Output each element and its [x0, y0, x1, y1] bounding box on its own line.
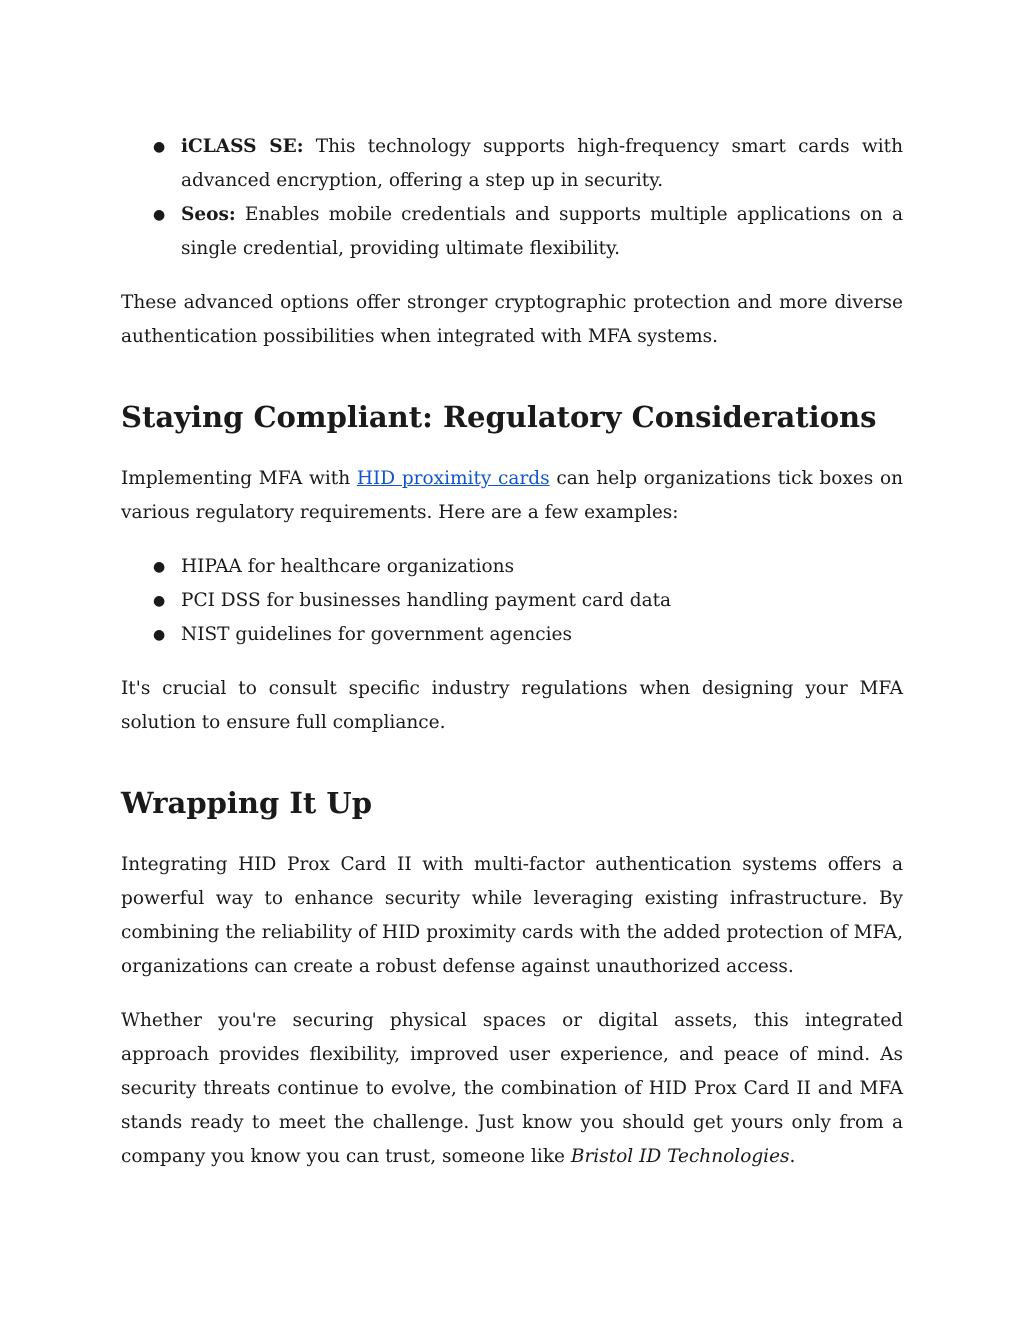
list-item-text: PCI DSS for businesses handling payment card data [181, 590, 672, 611]
list-item [121, 584, 903, 618]
section-heading: Wrapping It Up [121, 786, 372, 820]
paragraph [121, 1004, 903, 1174]
paragraph-text: Whether you're securing physical spaces or digital assets, this integrated approach provides flexibility, improved user experience, and peace of mind. As security threats continue to evolve, the combination of HID Prox Card II and MFA stands ready to meet the challenge. Just know you should get yours only from a company you know you can trust, someone like [121, 1010, 903, 1167]
list-item [121, 550, 903, 584]
list-item [121, 618, 903, 652]
bullet-icon: ● [153, 593, 166, 609]
list-item-term: Seos: [181, 204, 236, 225]
paragraph-text: Implementing MFA with [121, 468, 357, 489]
bullet-icon: ● [153, 627, 166, 643]
document-page [121, 128, 903, 1174]
company-name: Bristol ID Technologies [570, 1146, 790, 1167]
list-item-text: Enables mobile credentials and supports multiple applications on a single credential, providing ultimate flexibility. [181, 204, 903, 259]
bullet-icon: ● [153, 559, 166, 575]
bullet-icon: ● [153, 139, 166, 155]
list-item [121, 130, 903, 198]
list-item-text: This technology supports high-frequency smart cards with advanced encryption, offering a step up in security. [181, 136, 903, 191]
paragraph: Integrating HID Prox Card II with multi-factor authentication systems offers a powerful way to enhance security while leveraging existing infrastructure. By combining the reliability of HID proximity cards with the added protection of MFA, organizations can create a robust defense against unauthorized access. [121, 854, 903, 977]
hid-proximity-cards-link[interactable]: HID proximity cards [356, 468, 550, 489]
paragraph: It's crucial to consult specific industry regulations when designing your MFA solution to ensure full compliance. [121, 678, 903, 733]
paragraph-text: . [789, 1146, 796, 1167]
regulations-list [121, 550, 903, 652]
list-item-term: iCLASS SE: [181, 136, 304, 157]
bullet-icon: ● [153, 207, 166, 223]
section-heading: Staying Compliant: Regulatory Considerations [121, 400, 877, 434]
paragraph [121, 462, 903, 530]
technology-list [121, 130, 903, 266]
paragraph-text: can help organizations tick boxes on various regulatory requirements. Here are a few examples: [121, 468, 903, 523]
list-item [121, 198, 903, 266]
list-item-text: HIPAA for healthcare organizations [181, 556, 515, 577]
list-item-text: NIST guidelines for government agencies [181, 624, 572, 645]
paragraph: These advanced options offer stronger cryptographic protection and more diverse authentication possibilities when integrated with MFA systems. [121, 292, 903, 347]
